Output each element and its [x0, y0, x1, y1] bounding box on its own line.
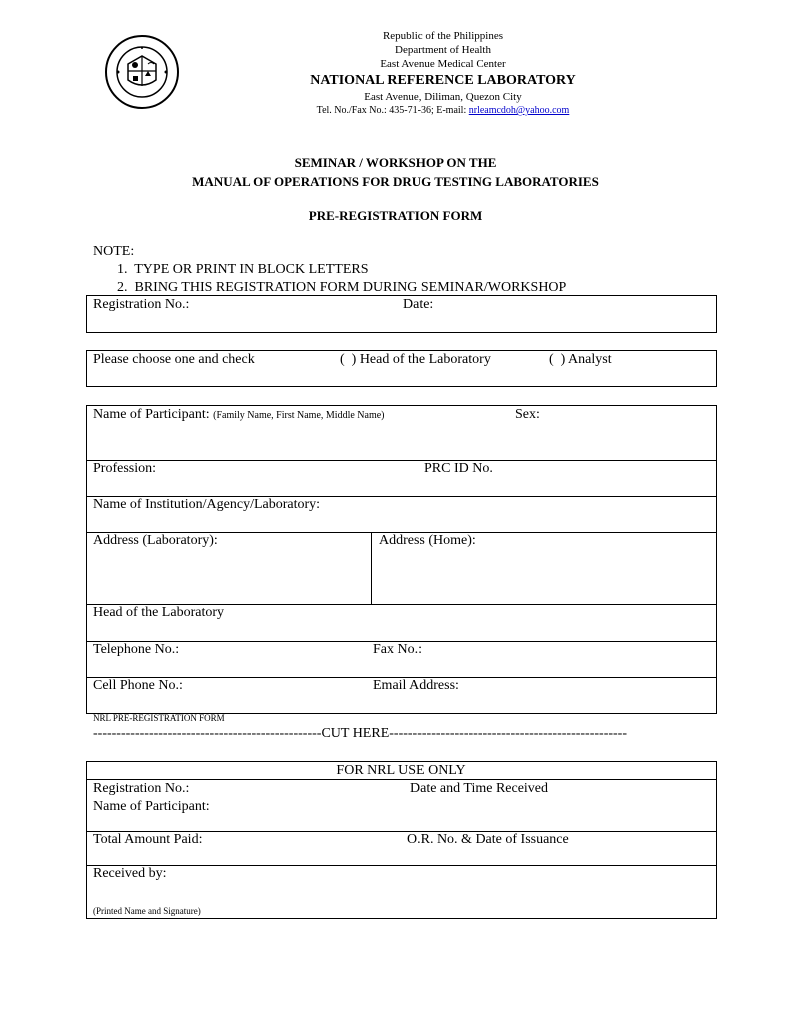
form-title: PRE-REGISTRATION FORM — [308, 208, 483, 223]
email-link[interactable]: nrleamcdoh@yahoo.com — [468, 105, 570, 116]
amount-paid-label: Total Amount Paid: — [93, 832, 203, 847]
fax-label: Fax No.: — [373, 642, 422, 657]
header-line1: Republic of the Philippines — [382, 30, 504, 42]
nrl-use-box — [86, 761, 717, 919]
telephone-label: Telephone No.: — [93, 642, 180, 657]
or-number-label: O.R. No. & Date of Issuance — [407, 832, 569, 847]
participant-table — [86, 405, 717, 714]
email-address-label: Email Address: — [373, 678, 459, 693]
form-footer-label: NRL PRE-REGISTRATION FORM — [93, 713, 225, 723]
doh-seal — [104, 34, 180, 110]
header-line2: Department of Health — [395, 44, 491, 56]
org-contact — [243, 104, 643, 118]
row-divider — [87, 865, 716, 866]
analyst-checkbox[interactable]: ( ) Analyst — [549, 352, 612, 367]
head-of-lab-checkbox[interactable]: ( ) Head of the Laboratory — [340, 352, 491, 367]
prc-label: PRC ID No. — [424, 461, 493, 476]
position-choice-box — [86, 350, 717, 387]
nrl-use-title: FOR NRL USE ONLY — [336, 763, 466, 778]
profession-label: Profession: — [93, 461, 156, 476]
note-item-2: 2. BRING THIS REGISTRATION FORM DURING SEMINAR/WORKSHOP — [117, 280, 567, 295]
date-time-received-label: Date and Time Received — [410, 781, 549, 796]
institution-label: Name of Institution/Agency/Laboratory: — [93, 497, 321, 512]
reg-no-label: Registration No.: — [93, 297, 190, 312]
received-by-label: Received by: — [93, 866, 167, 881]
printed-name-hint: (Printed Name and Signature) — [93, 906, 201, 916]
address-home-label: Address (Home): — [379, 533, 476, 548]
cellphone-label: Cell Phone No.: — [93, 678, 183, 693]
date-label: Date: — [403, 297, 434, 312]
org-address: East Avenue, Diliman, Quezon City — [364, 91, 522, 103]
column-divider — [371, 532, 372, 604]
participant-name-label — [93, 407, 385, 423]
head-lab-label: Head of the Laboratory — [93, 605, 224, 620]
name-label-text: Name of Participant: — [93, 407, 210, 422]
header-line3: East Avenue Medical Center — [380, 58, 506, 70]
org-name: NATIONAL REFERENCE LABORATORY — [310, 73, 576, 88]
contact-prefix: Tel. No./Fax No.: 435-71-36; E-mail: — [316, 105, 469, 116]
title-line2: MANUAL OF OPERATIONS FOR DRUG TESTING LABORATORIES — [192, 174, 599, 189]
nrl-reg-no-label: Registration No.: — [93, 781, 190, 796]
nrl-participant-label: Name of Participant: — [93, 799, 210, 814]
row-divider — [87, 460, 716, 461]
choice-prompt: Please choose one and check — [93, 352, 255, 367]
cut-line: -------------------------------------------------CUT HERE--------------------------------------------------- — [93, 726, 628, 741]
title-line1: SEMINAR / WORKSHOP ON THE — [294, 155, 497, 170]
row-divider — [87, 779, 716, 780]
sex-label: Sex: — [515, 407, 540, 422]
note-item-1: 1. TYPE OR PRINT IN BLOCK LETTERS — [117, 262, 369, 277]
address-lab-label: Address (Laboratory): — [93, 533, 218, 548]
name-hint: (Family Name, First Name, Middle Name) — [213, 410, 385, 421]
registration-box — [86, 295, 717, 333]
note-heading: NOTE: — [93, 244, 135, 259]
